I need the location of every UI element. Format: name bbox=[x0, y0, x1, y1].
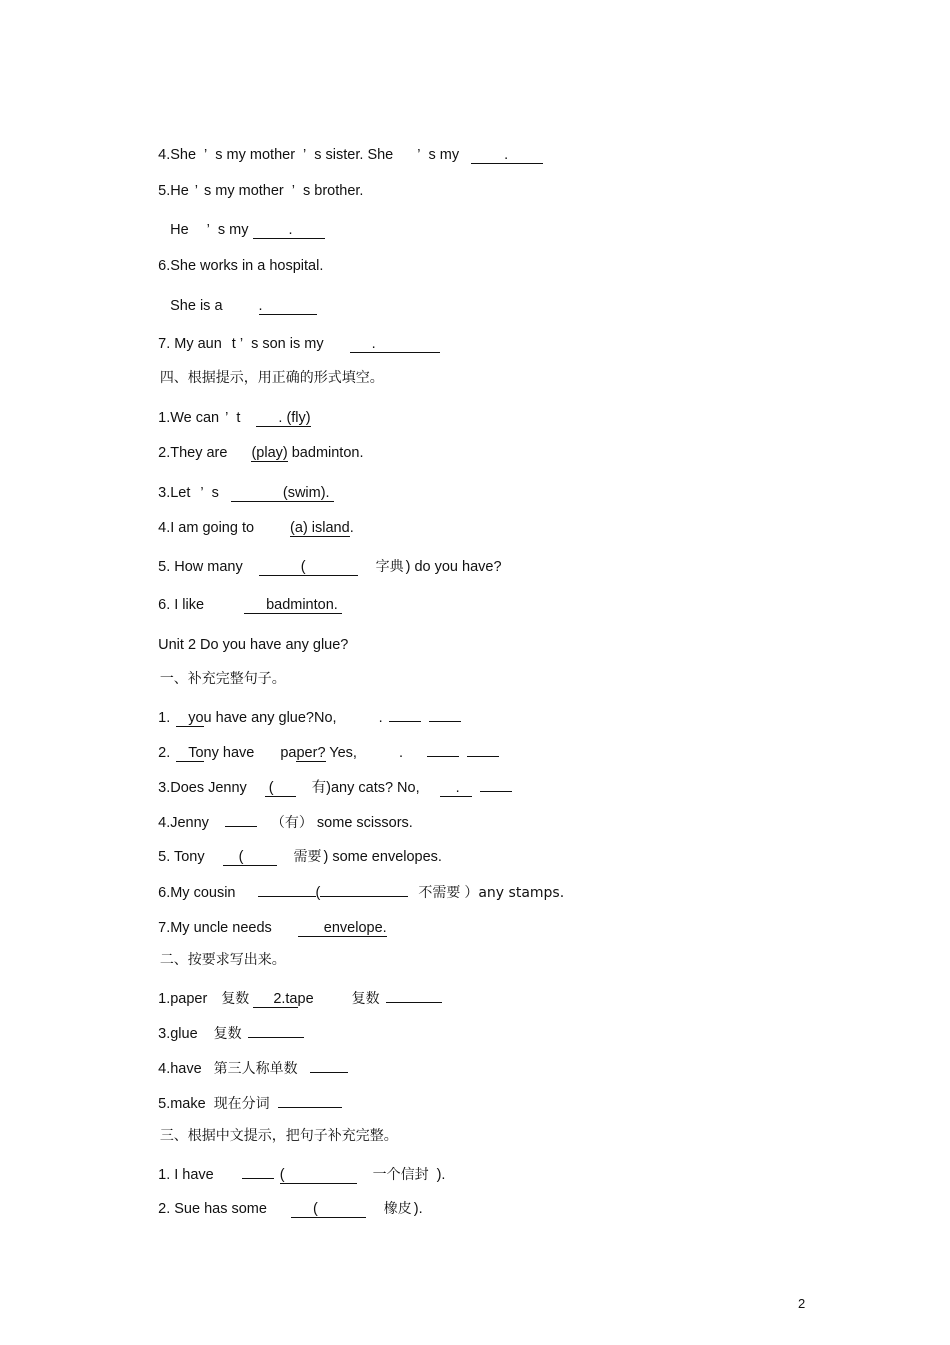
answer-blank[interactable]: per? bbox=[296, 745, 326, 761]
answer-blank[interactable] bbox=[242, 1163, 274, 1179]
question-line: 4.Jenny （有） some scissors. bbox=[142, 793, 413, 850]
answer-blank[interactable] bbox=[429, 706, 461, 722]
question-line: 2. Tony have paper? Yes, . bbox=[142, 723, 499, 780]
answer-blank[interactable] bbox=[389, 706, 421, 722]
question-line: 4.I am going to (a) island. bbox=[158, 520, 354, 536]
answer-blank[interactable]: envelope. bbox=[298, 920, 387, 937]
question-line: 5.He ’ s my mother ’ s brother. bbox=[158, 183, 364, 199]
answer-blank[interactable]: . (fly) bbox=[256, 410, 310, 427]
question-line: 6.My cousin ( 不需要 ）any stamps. bbox=[142, 863, 564, 920]
question-line: 5. How many ( 字典 ) do you have? bbox=[158, 559, 502, 575]
answer-blank[interactable]: yo bbox=[176, 710, 203, 727]
answer-blank[interactable] bbox=[480, 776, 512, 792]
question-line: 1. you have any glue?No, . bbox=[142, 688, 461, 745]
answer-blank[interactable]: (a) island bbox=[290, 520, 350, 536]
answer-blank[interactable]: . bbox=[350, 336, 440, 353]
answer-blank[interactable] bbox=[310, 1057, 348, 1073]
answer-blank[interactable] bbox=[225, 811, 257, 827]
answer-blank[interactable]: . bbox=[253, 222, 325, 239]
question-line: She is a . bbox=[154, 277, 317, 333]
question-line: 4.have 第三人称单数 bbox=[142, 1039, 348, 1096]
question-line: 1.paper 复数 2.tape 复数 bbox=[142, 969, 442, 1026]
answer-blank[interactable]: 2.ta bbox=[253, 991, 297, 1008]
question-line: 5. Tony ( 需要 ) some envelopes. bbox=[158, 849, 442, 865]
answer-blank[interactable]: (play) bbox=[251, 445, 288, 461]
question-line: 3.glue 复数 bbox=[142, 1004, 304, 1061]
answer-blank[interactable]: (swim). bbox=[231, 485, 334, 502]
question-line: 5.make 现在分词 bbox=[142, 1074, 342, 1131]
answer-blank[interactable] bbox=[248, 1022, 304, 1038]
question-line: 1. I have ( 一个信封 ). bbox=[142, 1145, 445, 1202]
answer-blank[interactable] bbox=[258, 881, 316, 897]
question-line: 3.Does Jenny ( 有)any cats? No, . bbox=[142, 758, 512, 815]
question-line: 7. My aun t ’ s son is my . bbox=[142, 315, 440, 371]
question-line: 6.She works in a hospital. bbox=[158, 258, 324, 274]
question-line: 1.We can ’ t . (fly) bbox=[158, 410, 311, 426]
section-heading: 四、根据提示，用正确的形式填空。 bbox=[159, 370, 384, 386]
answer-blank[interactable]: ( bbox=[259, 559, 358, 576]
question-line: 6. I like badminton. bbox=[142, 576, 342, 632]
answer-blank[interactable] bbox=[386, 987, 442, 1003]
question-line: 3.Let ’ s (swim). bbox=[142, 464, 334, 520]
answer-blank[interactable] bbox=[427, 741, 459, 757]
question-line: 7.My uncle needs envelope. bbox=[158, 920, 387, 936]
question-line: 2. Sue has some ( 橡皮 ). bbox=[158, 1201, 423, 1217]
answer-blank[interactable]: . bbox=[259, 298, 317, 315]
answer-blank[interactable] bbox=[467, 741, 499, 757]
answer-blank[interactable] bbox=[320, 881, 408, 897]
section-heading: 三、根据中文提示，把句子补充完整。 bbox=[159, 1128, 398, 1144]
answer-blank[interactable]: ( bbox=[291, 1201, 366, 1218]
answer-blank[interactable]: ( bbox=[223, 849, 278, 866]
answer-blank[interactable]: To bbox=[176, 745, 203, 762]
answer-blank[interactable]: badminton. bbox=[244, 597, 342, 614]
question-line: He ’ s my . bbox=[154, 201, 325, 257]
section-heading: 二、按要求写出来。 bbox=[159, 952, 286, 968]
answer-blank[interactable]: . bbox=[440, 780, 472, 797]
question-line: 2.They are (play) badminton. bbox=[158, 445, 364, 461]
page-number: 2 bbox=[798, 1296, 806, 1311]
answer-blank[interactable]: ( bbox=[280, 1167, 357, 1184]
section-heading: 一、补充完整句子。 bbox=[159, 671, 286, 687]
answer-blank[interactable] bbox=[278, 1092, 342, 1108]
question-line: 4.She ’ s my mother ’ s sister. She ’ s my . bbox=[142, 126, 543, 182]
unit-title: Unit 2 Do you have any glue? bbox=[158, 637, 349, 653]
answer-blank[interactable]: . bbox=[471, 147, 543, 164]
answer-blank[interactable]: ( bbox=[265, 780, 296, 797]
